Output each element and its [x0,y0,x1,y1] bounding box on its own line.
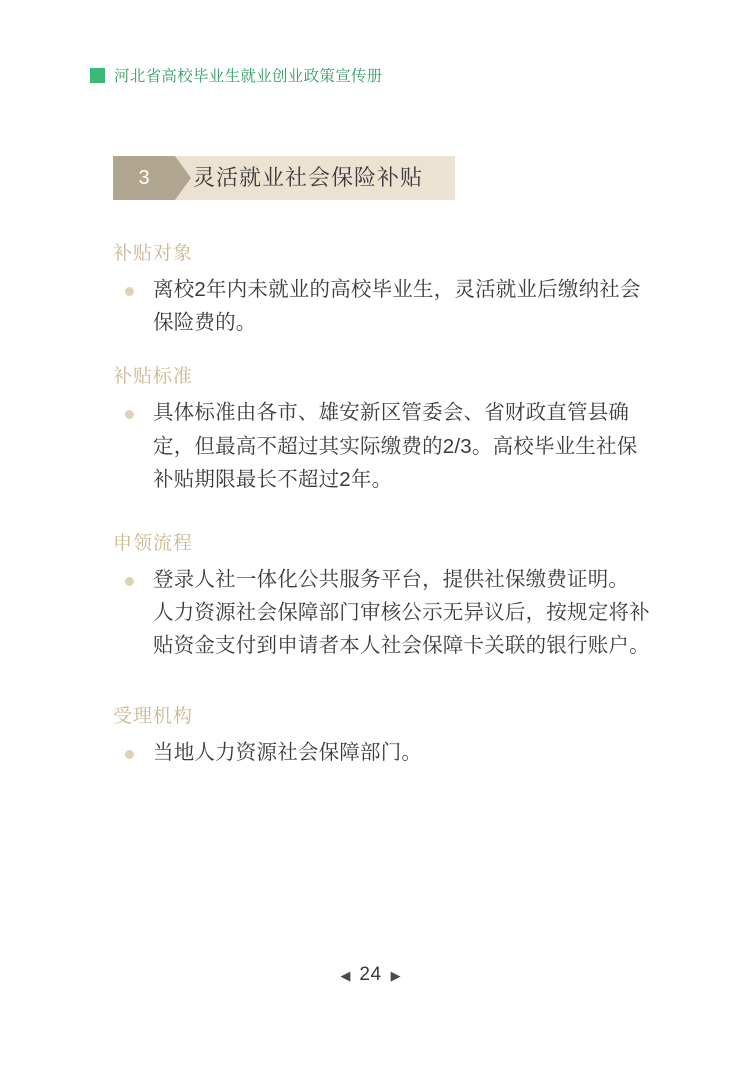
list-item [113,736,658,769]
bullet-dot-icon [125,287,134,296]
bullet-dot-icon [125,750,134,759]
list-item-text: 离校2年内未就业的高校毕业生，灵活就业后缴纳社会保险费的。 [153,278,641,335]
list-item-text: 当地人力资源社会保障部门。 [153,740,423,764]
section-list [113,563,658,663]
header-title: 河北省高校毕业生就业创业政策宣传册 [114,68,383,85]
list-item [113,396,658,496]
page-number: 24 [359,964,382,985]
section-title: 受理机构 [113,705,194,727]
bullet-dot-icon [125,577,134,586]
section-list [113,736,658,769]
bullet-dot-icon [125,410,134,419]
banner-number: 3 [138,166,150,189]
page-footer [0,964,741,986]
triangle-left-icon[interactable]: ◀ [340,967,351,983]
section-handling-agency [113,701,658,769]
list-item [113,563,658,663]
list-item-text: 具体标准由各市、雄安新区管委会、省财政直管县确定，但最高不超过其实际缴费的2/3。高校毕业生社保补贴期限最长不超过2年。 [153,401,638,491]
spacer [113,518,658,528]
section-list [113,396,658,496]
section-application-process [113,528,658,663]
section-title: 补贴对象 [113,243,194,264]
banner-title: 灵活就业社会保险补贴 [193,165,424,190]
section-title: 申领流程 [113,533,194,555]
list-item-text: 人力资源社会保障部门审核公示无异议后，按规定将补贴资金支付到申请者本人社会保障卡关联的银行账户。 [153,601,650,658]
section-title: 补贴标准 [113,366,194,388]
banner-arrow-icon [175,156,191,200]
green-square-icon [90,68,105,83]
section-list [113,273,658,339]
banner-number-box [113,156,175,200]
triangle-right-icon[interactable]: ▶ [390,967,401,983]
section-subsidy-standard [113,361,658,496]
list-item-text: 登录人社一体化公共服务平台，提供社保缴费证明。 [153,568,630,592]
page-content [113,238,658,791]
list-item [113,273,658,339]
section-banner [113,156,455,200]
page-header [90,64,383,86]
spacer [113,685,658,701]
section-subsidy-target [113,238,658,339]
